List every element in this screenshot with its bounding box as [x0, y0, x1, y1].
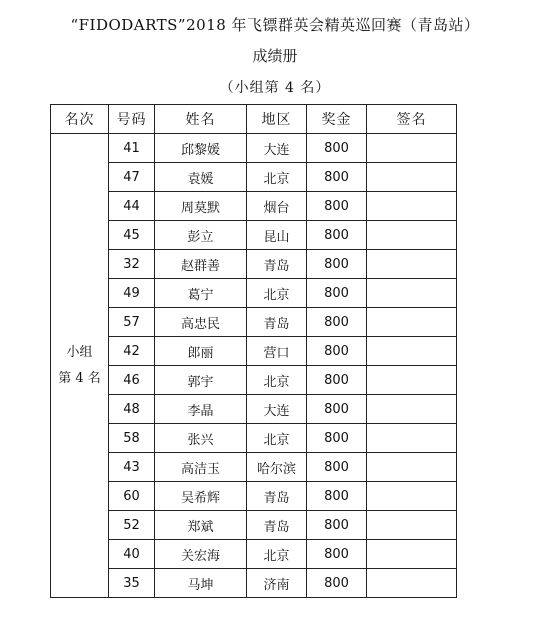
header-row [51, 105, 457, 134]
prize-amount: 800 [307, 366, 367, 395]
player-number: 60 [109, 482, 155, 511]
player-name: 郑斌 [155, 511, 247, 540]
table-row [51, 308, 457, 337]
player-region: 北京 [247, 424, 307, 453]
player-name: 张兴 [155, 424, 247, 453]
player-region: 青岛 [247, 511, 307, 540]
player-number: 46 [109, 366, 155, 395]
prize-amount: 800 [307, 395, 367, 424]
player-name: 高忠民 [155, 308, 247, 337]
player-number: 45 [109, 221, 155, 250]
table-row [51, 134, 457, 163]
signature-cell[interactable] [367, 453, 457, 482]
table-row [51, 482, 457, 511]
prize-amount: 800 [307, 511, 367, 540]
table-row [51, 337, 457, 366]
table-row [51, 221, 457, 250]
player-region: 北京 [247, 163, 307, 192]
player-number: 40 [109, 540, 155, 569]
player-number: 58 [109, 424, 155, 453]
signature-cell[interactable] [367, 163, 457, 192]
player-region: 济南 [247, 569, 307, 598]
rank-cell [51, 134, 109, 598]
player-region: 青岛 [247, 308, 307, 337]
table-row [51, 395, 457, 424]
prize-amount: 800 [307, 221, 367, 250]
player-region: 北京 [247, 279, 307, 308]
prize-amount: 800 [307, 192, 367, 221]
player-number: 57 [109, 308, 155, 337]
results-table [50, 104, 457, 598]
table-row [51, 569, 457, 598]
prize-amount: 800 [307, 250, 367, 279]
header-prize: 奖金 [307, 105, 367, 134]
prize-amount: 800 [307, 279, 367, 308]
player-name: 高洁玉 [155, 453, 247, 482]
player-name: 关宏海 [155, 540, 247, 569]
rank-line-2: 第 4 名 [58, 370, 101, 386]
player-region: 北京 [247, 540, 307, 569]
player-region: 大连 [247, 395, 307, 424]
header-rank: 名次 [51, 105, 109, 134]
group-label: （小组第 4 名） [219, 80, 331, 96]
player-name: 吴希辉 [155, 482, 247, 511]
prize-amount: 800 [307, 482, 367, 511]
player-name: 彭立 [155, 221, 247, 250]
table-row [51, 192, 457, 221]
player-number: 35 [109, 569, 155, 598]
signature-cell[interactable] [367, 308, 457, 337]
signature-cell[interactable] [367, 540, 457, 569]
player-region: 北京 [247, 366, 307, 395]
player-region: 昆山 [247, 221, 307, 250]
player-name: 郎丽 [155, 337, 247, 366]
player-number: 42 [109, 337, 155, 366]
player-number: 43 [109, 453, 155, 482]
table-row [51, 366, 457, 395]
player-name: 袁媛 [155, 163, 247, 192]
prize-amount: 800 [307, 163, 367, 192]
table-row [51, 163, 457, 192]
document-subtitle: 成绩册 [252, 47, 298, 65]
player-name: 葛宁 [155, 279, 247, 308]
rank-line-1: 小组 [66, 344, 93, 360]
prize-amount: 800 [307, 540, 367, 569]
results-body [51, 134, 457, 598]
player-region: 营口 [247, 337, 307, 366]
prize-amount: 800 [307, 453, 367, 482]
player-number: 47 [109, 163, 155, 192]
player-region: 哈尔滨 [247, 453, 307, 482]
header-number: 号码 [109, 105, 155, 134]
signature-cell[interactable] [367, 250, 457, 279]
header-region: 地区 [247, 105, 307, 134]
header-name: 姓名 [155, 105, 247, 134]
player-number: 44 [109, 192, 155, 221]
player-region: 烟台 [247, 192, 307, 221]
signature-cell[interactable] [367, 482, 457, 511]
table-row [51, 424, 457, 453]
player-name: 李晶 [155, 395, 247, 424]
signature-cell[interactable] [367, 134, 457, 163]
prize-amount: 800 [307, 424, 367, 453]
player-region: 大连 [247, 134, 307, 163]
document-title: “FIDODARTS”2018 年飞镖群英会精英巡回赛（青岛站） [70, 16, 480, 34]
signature-cell[interactable] [367, 221, 457, 250]
player-name: 邱黎媛 [155, 134, 247, 163]
signature-cell[interactable] [367, 424, 457, 453]
table-row [51, 279, 457, 308]
table-row [51, 540, 457, 569]
table-row [51, 250, 457, 279]
signature-cell[interactable] [367, 511, 457, 540]
prize-amount: 800 [307, 337, 367, 366]
player-name: 赵群善 [155, 250, 247, 279]
player-number: 41 [109, 134, 155, 163]
table-row [51, 511, 457, 540]
table-row [51, 453, 457, 482]
player-name: 郭宇 [155, 366, 247, 395]
prize-amount: 800 [307, 308, 367, 337]
signature-cell[interactable] [367, 395, 457, 424]
player-region: 青岛 [247, 250, 307, 279]
player-region: 青岛 [247, 482, 307, 511]
signature-cell[interactable] [367, 337, 457, 366]
player-number: 32 [109, 250, 155, 279]
prize-amount: 800 [307, 569, 367, 598]
signature-cell[interactable] [367, 569, 457, 598]
header-signature: 签名 [367, 105, 457, 134]
player-number: 48 [109, 395, 155, 424]
player-number: 52 [109, 511, 155, 540]
signature-cell[interactable] [367, 279, 457, 308]
signature-cell[interactable] [367, 192, 457, 221]
player-name: 周莫默 [155, 192, 247, 221]
player-name: 马坤 [155, 569, 247, 598]
signature-cell[interactable] [367, 366, 457, 395]
prize-amount: 800 [307, 134, 367, 163]
player-number: 49 [109, 279, 155, 308]
